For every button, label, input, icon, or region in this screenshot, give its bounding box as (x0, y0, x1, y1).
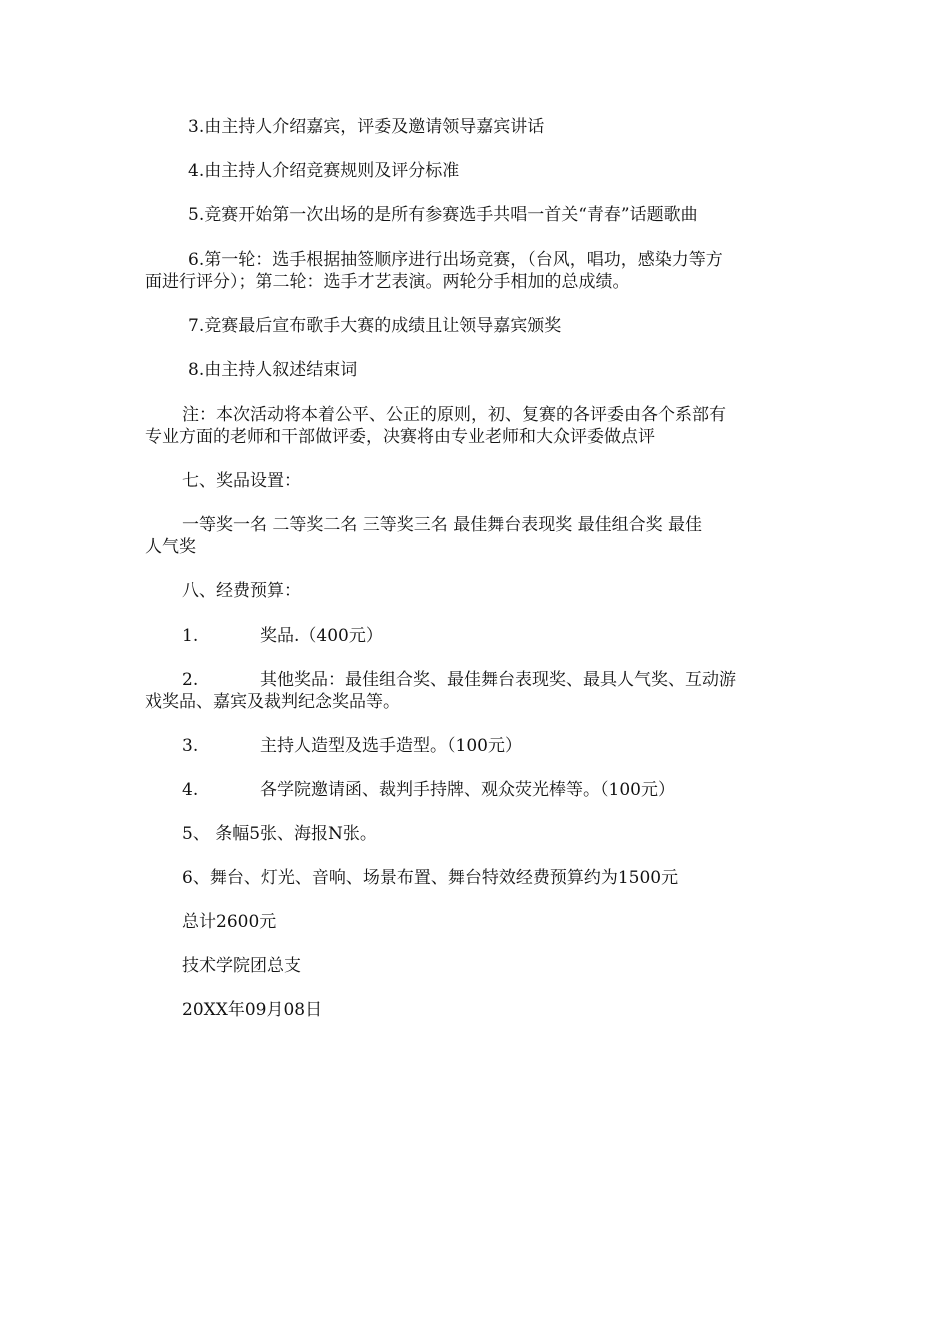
note-line-1: 注：本次活动将本着公平、公正的原则，初、复赛的各评委由各个系部有 (182, 405, 726, 425)
budget-item-2 (182, 669, 736, 691)
step-3: 3.由主持人介绍嘉宾，评委及邀请领导嘉宾讲话 (188, 117, 545, 137)
budget-total: 总计2600元 (182, 912, 277, 932)
prizes-line-2: 人气奖 (145, 537, 196, 557)
step-7: 7.竞赛最后宣布歌手大赛的成绩且让领导嘉宾颁奖 (188, 316, 562, 336)
step-6-line-2: 面进行评分）；第二轮：选手才艺表演。两轮分手相加的总成绩。 (145, 272, 630, 292)
budget-item-5: 5、 条幅5张、海报N张。 (182, 824, 377, 844)
budget-item-6: 6、舞台、灯光、音响、场景布置、舞台特效经费预算约为1500元 (182, 868, 679, 888)
prizes-line-1: 一等奖一名 二等奖二名 三等奖三名 最佳舞台表现奖 最佳组合奖 最佳 (182, 515, 703, 535)
budget-item-text: 其他奖品：最佳组合奖、最佳舞台表现奖、最具人气奖、互动游 (260, 670, 736, 690)
budget-item-number: 3. (182, 736, 199, 756)
budget-item-3 (182, 735, 522, 757)
budget-item-number: 4. (182, 780, 199, 800)
budget-item-1 (182, 625, 383, 647)
organization-signature: 技术学院团总支 (182, 956, 301, 976)
step-8: 8.由主持人叙述结束词 (188, 360, 358, 380)
section-budget-heading: 八、经费预算： (182, 581, 301, 601)
budget-item-2-continued: 戏奖品、嘉宾及裁判纪念奖品等。 (145, 692, 400, 712)
step-5: 5.竞赛开始第一次出场的是所有参赛选手共唱一首关“青春”话题歌曲 (188, 205, 698, 225)
step-6-line-1: 6.第一轮：选手根据抽签顺序进行出场竞赛，（台风，唱功，感染力等方 (188, 250, 723, 270)
document-date: 20XX年09月08日 (182, 1000, 323, 1020)
section-prizes-heading: 七、奖品设置： (182, 471, 301, 491)
note-line-2: 专业方面的老师和干部做评委，决赛将由专业老师和大众评委做点评 (145, 427, 655, 447)
budget-item-4 (182, 779, 675, 801)
step-4: 4.由主持人介绍竞赛规则及评分标准 (188, 161, 460, 181)
budget-item-text: 各学院邀请函、裁判手持牌、观众荧光棒等。（100元） (260, 780, 675, 800)
budget-item-text: 主持人造型及选手造型。（100元） (260, 736, 522, 756)
budget-item-number: 2. (182, 670, 199, 690)
budget-item-text: 奖品.（400元） (260, 626, 383, 646)
budget-item-number: 1. (182, 626, 199, 646)
